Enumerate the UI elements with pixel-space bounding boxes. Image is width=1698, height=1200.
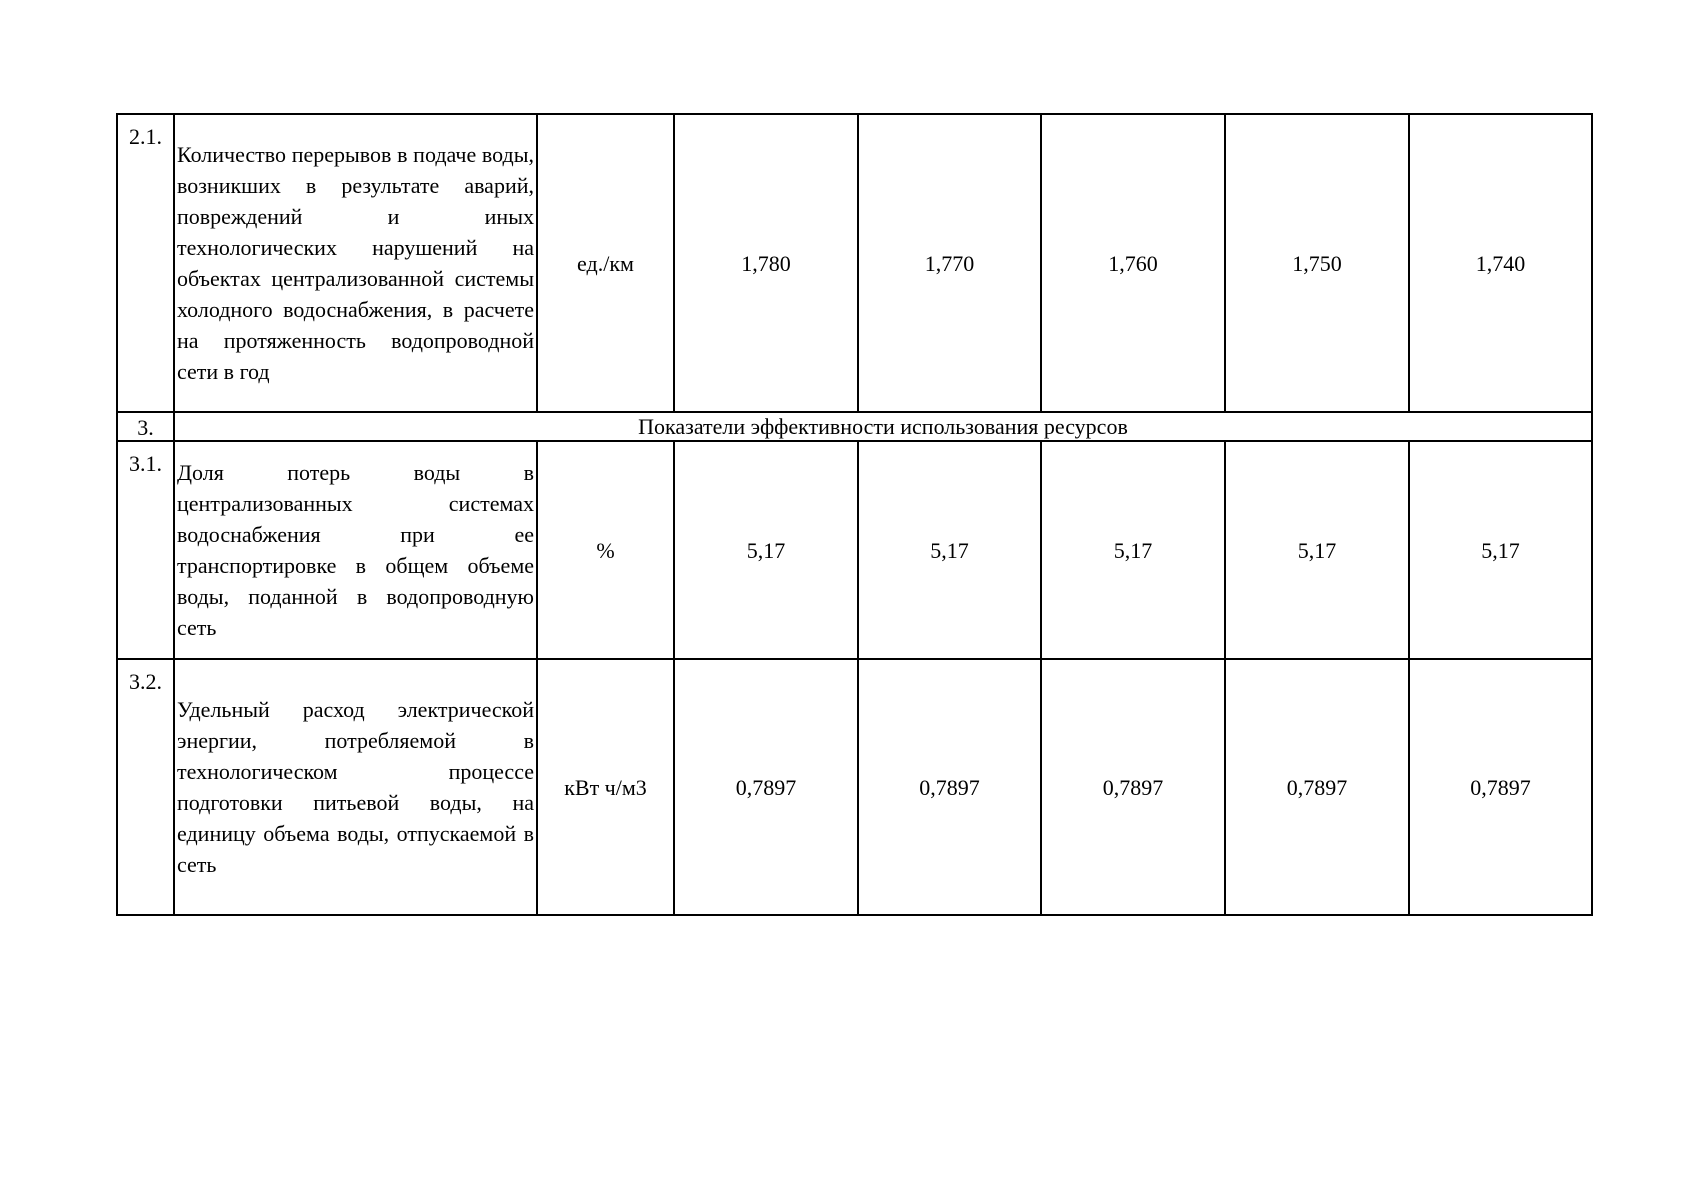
indicator-name: Доля потерь воды в централизованных системах водоснабжения при ее транспортировке в общем объеме воды, поданной в водопроводную сеть — [174, 441, 537, 659]
value-cell: 5,17 — [1041, 441, 1225, 659]
table-row — [117, 114, 1592, 412]
unit-cell: % — [537, 441, 674, 659]
value-cell: 1,750 — [1225, 114, 1409, 412]
row-number: 3.2. — [117, 659, 174, 915]
section-row — [117, 412, 1592, 441]
value-cell: 1,760 — [1041, 114, 1225, 412]
value-cell: 0,7897 — [1041, 659, 1225, 915]
row-number: 3.1. — [117, 441, 174, 659]
value-cell: 0,7897 — [1225, 659, 1409, 915]
table-row — [117, 659, 1592, 915]
value-cell: 5,17 — [1409, 441, 1592, 659]
value-cell: 1,740 — [1409, 114, 1592, 412]
indicator-name: Количество перерывов в подаче воды, возникших в результате аварий, повреждений и иных технологических нарушений на объектах централизованной системы холодного водоснабжения, в расчете на протяженность водопроводной сети в год — [174, 114, 537, 412]
table-row — [117, 441, 1592, 659]
indicator-name: Удельный расход электрической энергии, потребляемой в технологическом процессе подготовки питьевой воды, на единицу объема воды, отпускаемой в сеть — [174, 659, 537, 915]
indicators-table — [116, 113, 1593, 916]
value-cell: 0,7897 — [1409, 659, 1592, 915]
unit-cell: кВт ч/м3 — [537, 659, 674, 915]
section-number: 3. — [117, 412, 174, 441]
value-cell: 5,17 — [858, 441, 1041, 659]
value-cell: 0,7897 — [674, 659, 858, 915]
row-number: 2.1. — [117, 114, 174, 412]
value-cell: 0,7897 — [858, 659, 1041, 915]
section-title: Показатели эффективности использования ресурсов — [174, 412, 1592, 441]
value-cell: 5,17 — [1225, 441, 1409, 659]
value-cell: 1,770 — [858, 114, 1041, 412]
unit-cell: ед./км — [537, 114, 674, 412]
value-cell: 5,17 — [674, 441, 858, 659]
value-cell: 1,780 — [674, 114, 858, 412]
